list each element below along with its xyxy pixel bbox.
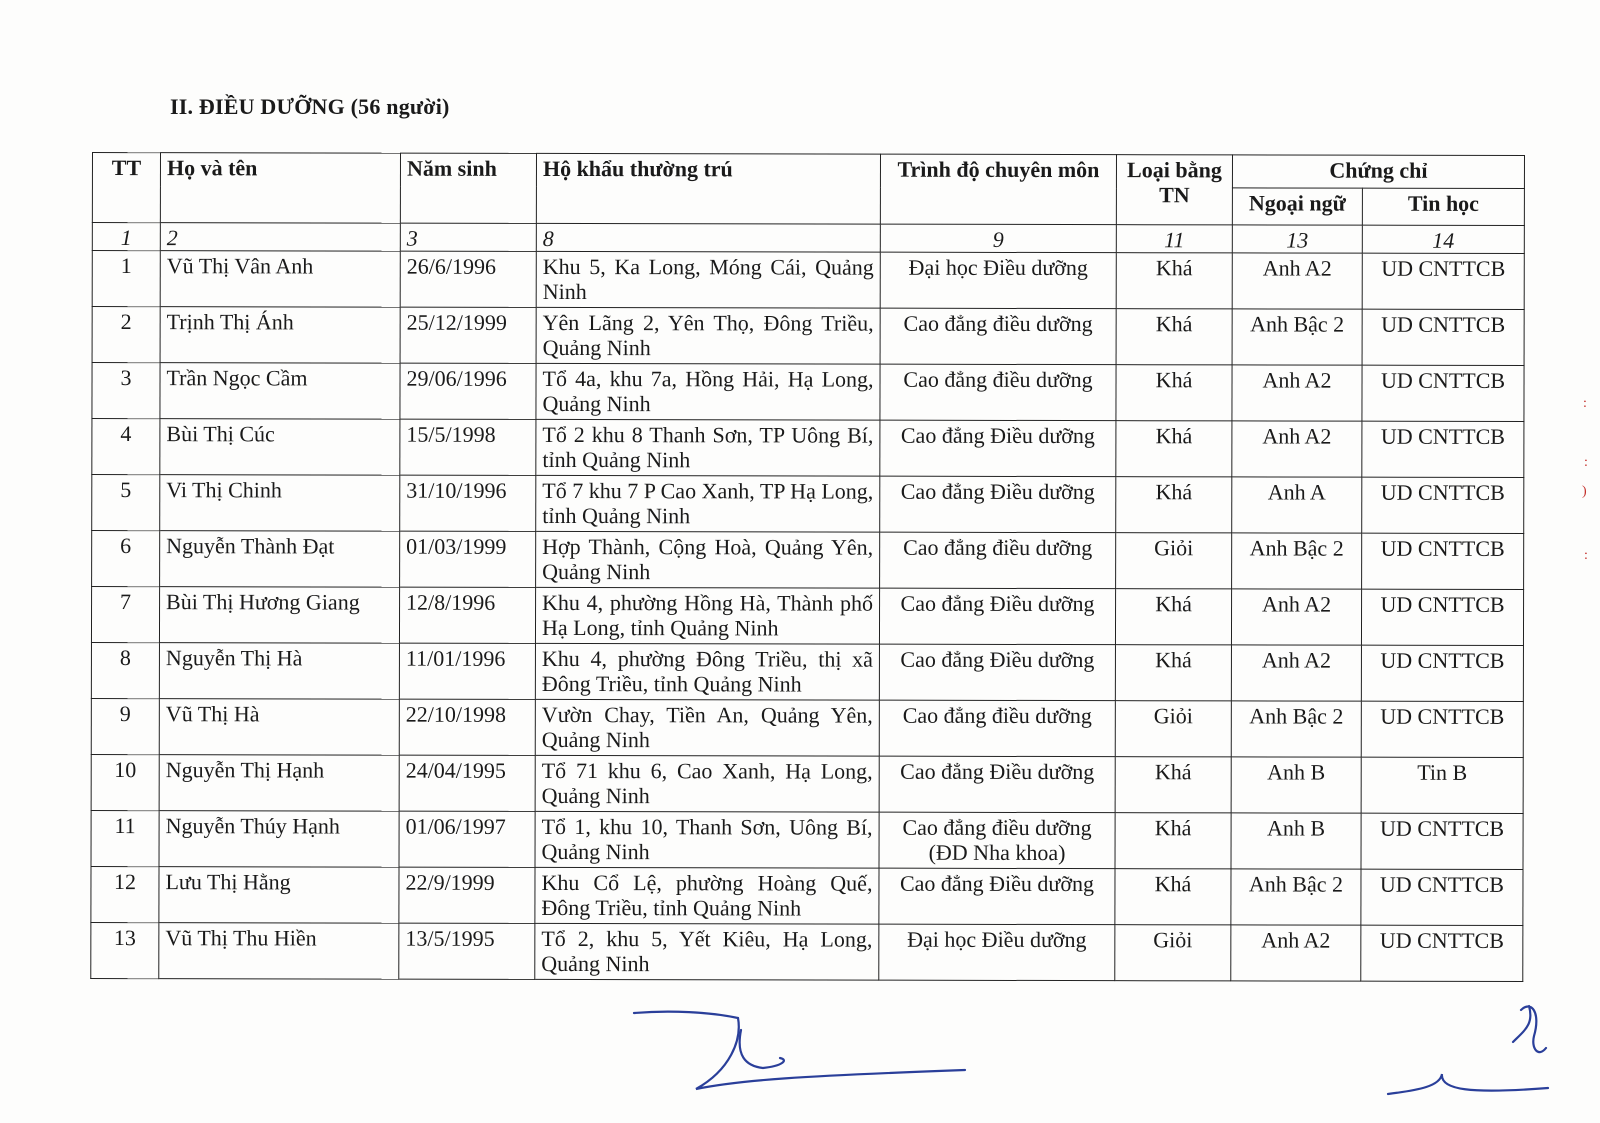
cell-address: Tổ 2, khu 5, Yết Kiêu, Hạ Long, Quảng Ninh: [535, 923, 879, 980]
cell-it: UD CNTTCB: [1362, 533, 1524, 589]
cell-name: Vi Thị Chinh: [160, 475, 400, 532]
cell-language: Anh Bậc 2: [1231, 701, 1361, 757]
cell-tt: 1: [92, 251, 160, 307]
signature-main: [634, 1012, 965, 1089]
cell-address: Hợp Thành, Cộng Hoà, Quảng Yên, Quảng Ninh: [536, 531, 880, 588]
cell-language: Anh B: [1231, 813, 1361, 869]
cell-it: UD CNTTCB: [1361, 701, 1523, 757]
margin-mark: :: [1583, 396, 1587, 411]
cell-qualification: Cao đẳng điều dưỡng: [879, 700, 1115, 756]
cell-language: Anh A2: [1231, 925, 1361, 981]
cell-birth: 26/6/1996: [400, 251, 536, 307]
cell-language: Anh Bậc 2: [1232, 533, 1362, 589]
cell-birth: 29/06/1996: [400, 363, 536, 419]
cell-address: Tổ 4a, khu 7a, Hồng Hải, Hạ Long, Quảng Ninh: [536, 363, 880, 420]
column-number: 11: [1116, 225, 1232, 253]
cell-name: Vũ Thị Thu Hiền: [159, 923, 399, 980]
header-tt: TT: [92, 153, 160, 223]
cell-language: Anh Bậc 2: [1232, 309, 1362, 365]
cell-grade: Khá: [1116, 421, 1232, 477]
cell-name: Bùi Thị Cúc: [160, 419, 400, 476]
cell-qualification: Đại học Điều dưỡng: [879, 924, 1115, 980]
column-number: 9: [880, 224, 1116, 252]
header-address: Hộ khẩu thường trú: [536, 153, 880, 224]
cell-name: Vũ Thị Hà: [159, 699, 399, 756]
cell-tt: 5: [92, 475, 160, 531]
cell-name: Trịnh Thị Ánh: [160, 307, 400, 364]
cell-language: Anh B: [1231, 757, 1361, 813]
column-number: 3: [400, 223, 536, 251]
cell-it: UD CNTTCB: [1362, 253, 1524, 309]
cell-tt: 6: [92, 531, 160, 587]
cell-language: Anh A2: [1232, 421, 1362, 477]
cell-address: Tổ 1, khu 10, Thanh Sơn, Uông Bí, Quảng Ninh: [535, 811, 879, 868]
cell-name: Nguyễn Thành Đạt: [160, 531, 400, 588]
cell-language: Anh Bậc 2: [1231, 869, 1361, 925]
signature-corner-base: [1388, 1074, 1548, 1094]
cell-address: Tổ 71 khu 6, Cao Xanh, Hạ Long, Quảng Ninh: [535, 755, 879, 812]
cell-address: Khu 5, Ka Long, Móng Cái, Quảng Ninh: [536, 251, 880, 308]
margin-mark: :: [1584, 455, 1588, 470]
cell-birth: 15/5/1998: [400, 419, 536, 475]
cell-birth: 01/06/1997: [399, 811, 535, 867]
cell-tt: 8: [91, 643, 159, 699]
cell-qualification: Cao đẳng Điều dưỡng: [879, 644, 1115, 700]
cell-it: UD CNTTCB: [1361, 869, 1523, 925]
cell-qualification: Cao đẳng Điều dưỡng: [879, 588, 1115, 644]
cell-birth: 12/8/1996: [399, 587, 535, 643]
cell-grade: Khá: [1115, 645, 1231, 701]
cell-birth: 24/04/1995: [399, 755, 535, 811]
cell-it: UD CNTTCB: [1361, 645, 1523, 701]
cell-qualification: Đại học Điều dưỡng: [880, 252, 1116, 308]
cell-it: UD CNTTCB: [1361, 589, 1523, 645]
cell-it: UD CNTTCB: [1361, 813, 1523, 869]
cell-qualification: Cao đẳng Điều dưỡng: [880, 420, 1116, 476]
cell-grade: Giỏi: [1115, 925, 1231, 981]
cell-qualification: Cao đẳng Điều dưỡng: [879, 756, 1115, 812]
cell-tt: 7: [91, 587, 159, 643]
cell-grade: Giỏi: [1116, 533, 1232, 589]
cell-name: Nguyễn Thị Hạnh: [159, 755, 399, 812]
cell-tt: 2: [92, 307, 160, 363]
cell-tt: 3: [92, 363, 160, 419]
cell-it: UD CNTTCB: [1362, 421, 1524, 477]
signature-corner: [1513, 1006, 1546, 1052]
header-qualification: Trình độ chuyên môn: [880, 154, 1116, 224]
cell-language: Anh A2: [1232, 365, 1362, 421]
signature-main-loop: [740, 1030, 784, 1068]
cell-name: Lưu Thị Hằng: [159, 867, 399, 924]
cell-grade: Khá: [1116, 253, 1232, 309]
cell-address: Vườn Chay, Tiền An, Quảng Yên, Quảng Ninh: [535, 699, 879, 756]
cell-address: Khu 4, phường Hồng Hà, Thành phố Hạ Long, tỉnh Quảng Ninh: [535, 587, 879, 644]
header-certificates: Chứng chỉ: [1232, 155, 1524, 189]
cell-birth: 11/01/1996: [399, 643, 535, 699]
column-number: 1: [92, 223, 160, 251]
cell-tt: 9: [91, 698, 159, 754]
header-it: Tin học: [1362, 188, 1524, 225]
cell-it: UD CNTTCB: [1362, 309, 1524, 365]
cell-it: Tin B: [1361, 757, 1523, 813]
cell-qualification: Cao đẳng Điều dưỡng: [879, 868, 1115, 924]
column-number: 13: [1232, 225, 1362, 253]
cell-qualification: Cao đẳng điều dưỡng: [880, 364, 1116, 420]
header-grade: Loại bằng TN: [1116, 155, 1232, 225]
cell-address: Khu Cổ Lệ, phường Hoàng Quế, Đông Triều, tỉnh Quảng Ninh: [535, 867, 879, 924]
margin-mark: :: [1584, 548, 1588, 563]
cell-qualification: Cao đẳng điều dưỡng: [880, 532, 1116, 588]
cell-it: UD CNTTCB: [1362, 477, 1524, 533]
cell-grade: Khá: [1116, 365, 1232, 421]
cell-tt: 12: [91, 866, 159, 922]
cell-address: Yên Lãng 2, Yên Thọ, Đông Triều, Quảng Ninh: [536, 307, 880, 364]
cell-address: Tổ 2 khu 8 Thanh Sơn, TP Uông Bí, tỉnh Quảng Ninh: [536, 419, 880, 476]
cell-birth: 22/9/1999: [399, 867, 535, 923]
page-title: II. ĐIỀU DƯỠNG (56 người): [170, 94, 450, 119]
column-number: 2: [160, 223, 400, 252]
cell-language: Anh A: [1232, 477, 1362, 533]
cell-grade: Giỏi: [1115, 701, 1231, 757]
cell-birth: 13/5/1995: [399, 923, 535, 979]
cell-it: UD CNTTCB: [1362, 365, 1524, 421]
cell-qualification: Cao đẳng điều dưỡng: [880, 308, 1116, 364]
cell-birth: 22/10/1998: [399, 699, 535, 755]
cell-grade: Khá: [1116, 477, 1232, 533]
cell-grade: Khá: [1115, 813, 1231, 869]
header-birth: Năm sinh: [400, 153, 536, 223]
cell-tt: 4: [92, 419, 160, 475]
cell-grade: Khá: [1116, 309, 1232, 365]
cell-tt: 11: [91, 810, 159, 866]
cell-name: Vũ Thị Vân Anh: [160, 251, 400, 308]
cell-qualification: Cao đẳng điều dưỡng (ĐD Nha khoa): [879, 812, 1115, 868]
cell-grade: Khá: [1115, 757, 1231, 813]
column-number: 8: [536, 223, 880, 252]
cell-birth: 25/12/1999: [400, 307, 536, 363]
cell-qualification: Cao đẳng Điều dưỡng: [880, 476, 1116, 532]
cell-tt: 10: [91, 754, 159, 810]
cell-name: Trần Ngọc Cầm: [160, 363, 400, 420]
cell-birth: 01/03/1999: [400, 531, 536, 587]
cell-address: Khu 4, phường Đông Triều, thị xã Đông Triều, tỉnh Quảng Ninh: [535, 643, 879, 700]
header-name: Họ và tên: [160, 153, 400, 224]
cell-grade: Khá: [1115, 589, 1231, 645]
cell-language: Anh A2: [1231, 589, 1361, 645]
cell-name: Nguyễn Thúy Hạnh: [159, 811, 399, 868]
column-number: 14: [1362, 225, 1524, 253]
cell-name: Nguyễn Thị Hà: [159, 643, 399, 700]
cell-it: UD CNTTCB: [1361, 925, 1523, 981]
cell-address: Tổ 7 khu 7 P Cao Xanh, TP Hạ Long, tỉnh Quảng Ninh: [536, 475, 880, 532]
cell-name: Bùi Thị Hương Giang: [159, 587, 399, 644]
cell-language: Anh A2: [1231, 645, 1361, 701]
cell-tt: 13: [91, 922, 159, 978]
cell-birth: 31/10/1996: [400, 475, 536, 531]
margin-mark: ): [1582, 484, 1587, 499]
cell-language: Anh A2: [1232, 253, 1362, 309]
header-language: Ngoại ngữ: [1232, 188, 1362, 225]
cell-grade: Khá: [1115, 869, 1231, 925]
